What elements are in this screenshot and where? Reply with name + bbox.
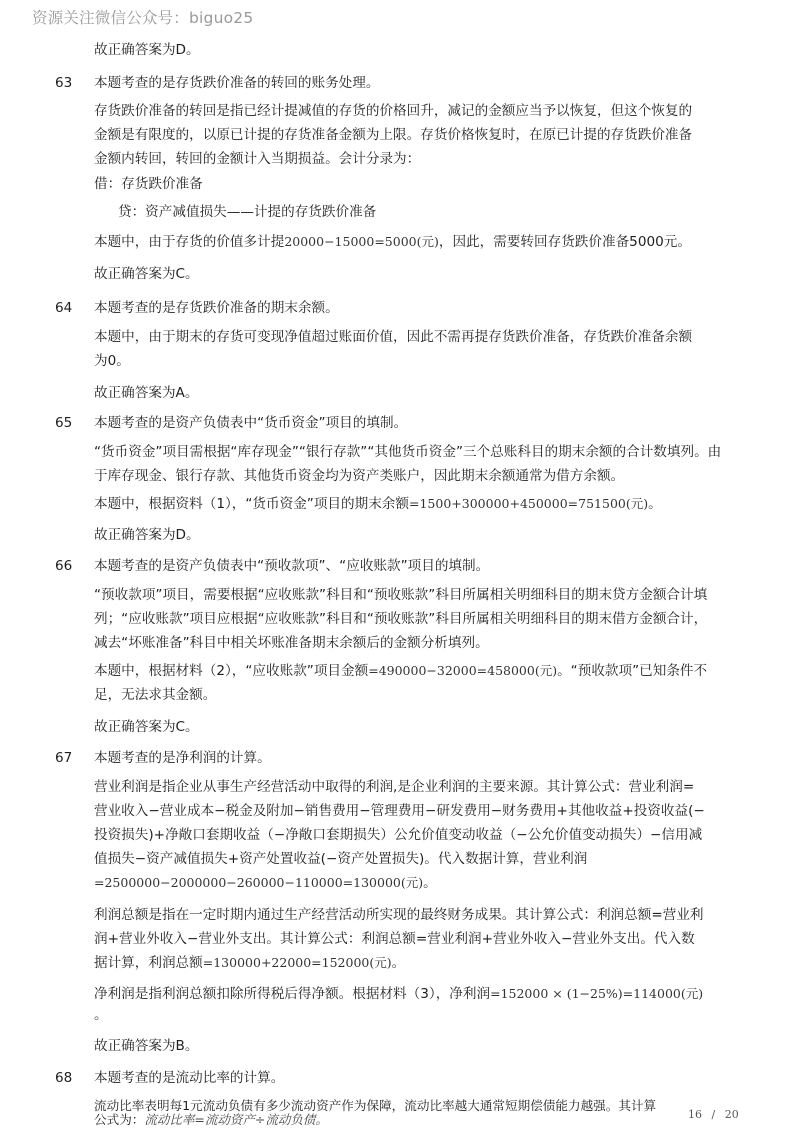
q64-topic: 本题考查的是存货跌价准备的期末余额。	[94, 300, 339, 316]
q66-answer: 故正确答案为C。	[94, 719, 199, 735]
q63-number: 63	[55, 75, 73, 91]
q63-calc-math: 20000−15000=5000(元)	[284, 234, 439, 249]
q67-topic: 本题考查的是净利润的计算。	[94, 750, 271, 766]
q63-topic: 本题考查的是存货跌价准备的转回的账务处理。	[94, 75, 380, 91]
q68-para-line1: 流动比率表明每1元流动负债有多少流动资产作为保障，流动比率越大通常短期偿债能力越强。其计算	[94, 1098, 657, 1113]
q63-calculation	[94, 230, 734, 254]
q67-op-tail: 。	[423, 875, 437, 891]
q67-np-text: 净利润是指利润总额扣除所得税后得净额。根据材料（3），净利润	[94, 986, 491, 1002]
q65-number: 65	[55, 415, 73, 431]
q63-para-line3: 金额内转回，转回的金额计入当期损益。会计分录为：	[94, 151, 421, 167]
q68-formula-label: 公式为：	[94, 1112, 145, 1127]
q66-topic: 本题考查的是资产负债表中“预收款项”、“应收账款”项目的填制。	[94, 558, 490, 574]
q66-calc-text: 本题中，根据材料（2），“应收账款”项目金额	[94, 663, 369, 679]
q65-calc-tail: 。	[648, 496, 662, 512]
q64-answer: 故正确答案为A。	[94, 385, 199, 401]
q67-answer: 故正确答案为B。	[94, 1038, 199, 1054]
q63-para-line2: 金额是有限度的，以原已计提的存货准备金额为上限。存货价格恢复时，在原已计提的存货跌价准备	[94, 127, 693, 143]
q63-debit-entry: 借：存货跌价准备	[94, 176, 203, 192]
q67-tp-text: 据计算，利润总额	[94, 955, 203, 971]
q67-np-tail: 。	[94, 1007, 108, 1023]
q67-op-line1: 营业利润是指企业从事生产经营活动中取得的利润,是企业利润的主要来源。其计算公式：营业利润=	[94, 779, 695, 795]
watermark: 资源关注微信公众号：biguo25	[32, 9, 254, 27]
q67-number: 67	[55, 750, 73, 766]
q66-para-line2: 列；“应收账款”项目应根据“应收账款”科目和“预收账款”科目所属相关明细科目的期末借方金额合计，	[94, 611, 708, 627]
q65-calc-text: 本题中，根据资料（1），“货币资金”项目的期末余额	[94, 496, 409, 512]
q67-np-math: =152000 × (1−25%)=114000(元)	[490, 986, 704, 1001]
q63-answer: 故正确答案为C。	[94, 266, 199, 282]
q68-formula: 流动比率=流动资产÷流动负债。	[144, 1112, 328, 1127]
q63-calc-text: 本题中，由于存货的价值多计提	[94, 234, 285, 250]
q67-tp-line3	[94, 951, 734, 975]
q65-answer: 故正确答案为D。	[94, 527, 200, 543]
q62-answer: 故正确答案为D。	[94, 42, 200, 58]
q67-tp-tail: 。	[391, 955, 406, 971]
q66-calculation	[94, 659, 734, 683]
q63-credit-entry: 贷：资产减值损失——计提的存货跌价准备	[118, 204, 377, 220]
q65-topic: 本题考查的是资产负债表中“货币资金”项目的填制。	[94, 415, 408, 431]
q68-topic: 本题考查的是流动比率的计算。	[94, 1070, 285, 1086]
q67-op-line3: 投资损失)+净敞口套期收益（−净敞口套期损失）公允价值变动收益（−公允价值变动损失）−信用减	[94, 827, 703, 843]
q67-tp-math: =130000+22000=152000(元)	[202, 955, 392, 970]
q66-para-line1: “预收款项”项目，需要根据“应收账款”科目和“预收账款”科目所属相关明细科目的期末贷方金额合计填	[94, 587, 708, 603]
q67-tp-line2: 润+营业外收入−营业外支出。其计算公式：利润总额=营业利润+营业外收入−营业外支出。代入数	[94, 931, 695, 947]
q66-calc-math: =490000−32000=458000(元)	[368, 663, 558, 678]
q65-calc-math: =1500+300000+450000=751500(元)	[409, 496, 649, 511]
q67-op-line4: 值损失−资产减值损失+资产处置收益(−资产处置损失)。代入数据计算，营业利润	[94, 851, 588, 867]
q67-op-line2: 营业收入−营业成本−税金及附加−销售费用−管理费用−研发费用−财务费用+其他收益+投资收益(−	[94, 803, 705, 819]
q64-number: 64	[55, 300, 73, 316]
q67-op-result	[94, 871, 734, 895]
q63-para-line1: 存货跌价准备的转回是指已经计提减值的存货的价格回升，减记的金额应当予以恢复，但这个恢复的	[94, 103, 693, 119]
q63-calc-tail: ，因此，需要转回存货跌价准备5000元。	[438, 234, 691, 250]
q67-tp-line1: 利润总额是指在一定时期内通过生产经营活动所实现的最终财务成果。其计算公式：利润总额=营业利	[94, 907, 704, 923]
page-number	[688, 1108, 739, 1121]
page-separator: /	[711, 1108, 716, 1121]
q64-para-line2: 为0。	[94, 353, 130, 369]
q66-para-line3: 减去“坏账准备”科目中相关坏账准备期末余额后的金额分析填列。	[94, 635, 489, 651]
q66-number: 66	[55, 558, 73, 574]
q68-para-line2	[94, 1110, 734, 1130]
q68-number: 68	[55, 1070, 73, 1086]
q65-para-line1: “货币资金”项目需根据“库存现金”“银行存款”“其他货币资金”三个总账科目的期末余额的合计数填列。由	[94, 444, 722, 460]
q64-para-line1: 本题中，由于期末的存货可变现净值超过账面价值，因此不需再提存货跌价准备，存货跌价准备余额	[94, 329, 693, 345]
page-current: 16	[688, 1108, 702, 1121]
q67-op-math: =2500000−2000000−260000−110000=130000(元)	[94, 875, 424, 890]
q65-calculation	[94, 492, 734, 516]
page-total: 20	[724, 1108, 739, 1121]
q66-calc-tail: 。“预收款项”已知条件不	[557, 663, 708, 679]
q65-para-line2: 于库存现金、银行存款、其他货币资金均为资产类账户，因此期末余额通常为借方余额。	[94, 468, 625, 484]
q66-calc-line2: 足，无法求其金额。	[94, 687, 217, 703]
